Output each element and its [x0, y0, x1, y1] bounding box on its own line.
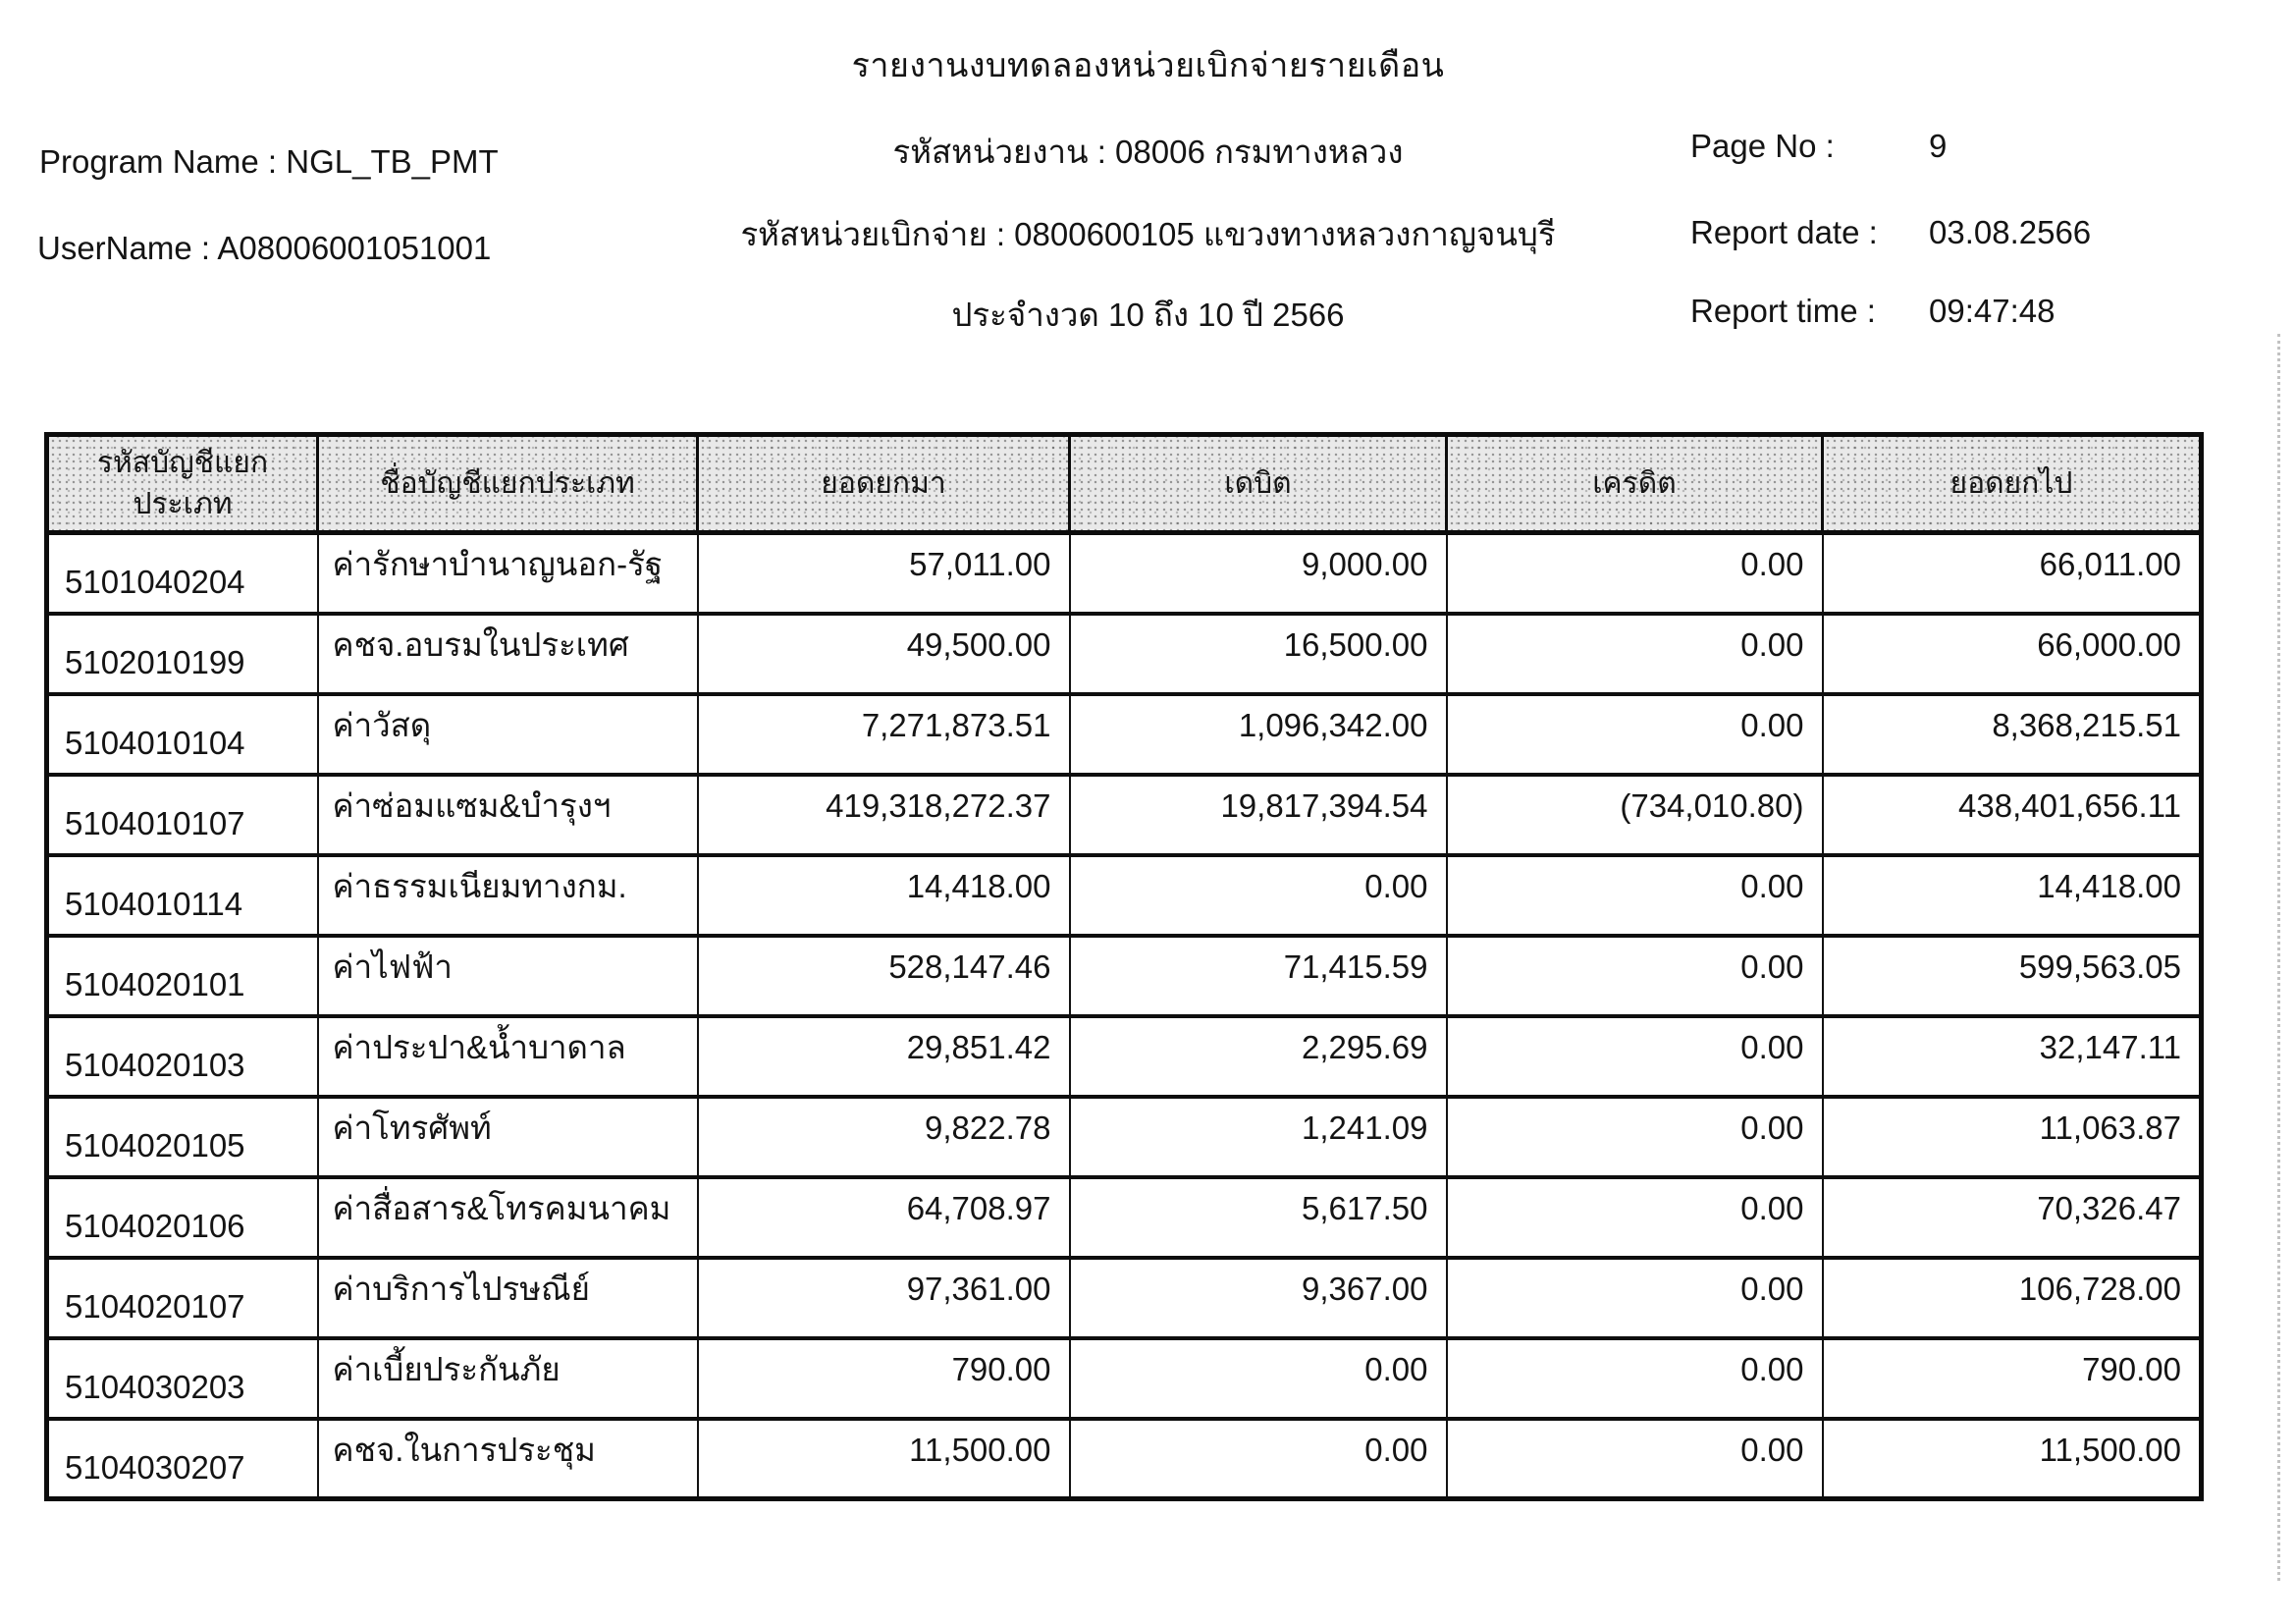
- cell-opening-balance: 57,011.00: [698, 533, 1070, 614]
- table-row: [47, 936, 2202, 1016]
- cell-credit: 0.00: [1447, 1016, 1823, 1097]
- cell-account-name: ค่าสื่อสาร&โทรคมนาคม: [318, 1177, 698, 1258]
- cell-closing-balance: 438,401,656.11: [1823, 775, 2202, 855]
- cell-account-name: คชจ.อบรมในประเทศ: [318, 614, 698, 694]
- trial-balance-table-wrap: [44, 432, 2204, 1501]
- cell-debit: 1,096,342.00: [1070, 694, 1447, 775]
- cell-account-name: ค่าประปา&น้ำบาดาล: [318, 1016, 698, 1097]
- table-row: [47, 1258, 2202, 1338]
- table-row: [47, 855, 2202, 936]
- col-header-account-code: รหัสบัญชีแยกประเภท: [47, 435, 318, 533]
- cell-credit: 0.00: [1447, 936, 1823, 1016]
- cell-closing-balance: 32,147.11: [1823, 1016, 2202, 1097]
- table-row: [47, 1016, 2202, 1097]
- trial-balance-table: [44, 432, 2204, 1501]
- cell-credit: 0.00: [1447, 694, 1823, 775]
- cell-account-name: ค่าโทรศัพท์: [318, 1097, 698, 1177]
- period-line: ประจำงวด 10 ถึง 10 ปี 2566: [951, 297, 1345, 333]
- report-date-value: 03.08.2566: [1929, 214, 2092, 250]
- table-row: [47, 694, 2202, 775]
- cell-account-code: 5104010114: [47, 855, 318, 936]
- cell-closing-balance: 11,500.00: [1823, 1419, 2202, 1499]
- cell-debit: 9,000.00: [1070, 533, 1447, 614]
- cell-account-code: 5104020106: [47, 1177, 318, 1258]
- cell-debit: 1,241.09: [1070, 1097, 1447, 1177]
- table-row: [47, 775, 2202, 855]
- cell-closing-balance: 11,063.87: [1823, 1097, 2202, 1177]
- cell-debit: 71,415.59: [1070, 936, 1447, 1016]
- cell-credit: 0.00: [1447, 1097, 1823, 1177]
- cell-credit: 0.00: [1447, 1177, 1823, 1258]
- table-header-row: [47, 435, 2202, 533]
- report-time-value: 09:47:48: [1929, 293, 2056, 329]
- cell-account-code: 5104020107: [47, 1258, 318, 1338]
- cell-debit: 5,617.50: [1070, 1177, 1447, 1258]
- cell-account-code: 5104030203: [47, 1338, 318, 1419]
- table-row: [47, 1097, 2202, 1177]
- cell-account-code: 5102010199: [47, 614, 318, 694]
- table-row: [47, 614, 2202, 694]
- cell-closing-balance: 66,000.00: [1823, 614, 2202, 694]
- cell-opening-balance: 419,318,272.37: [698, 775, 1070, 855]
- scan-edge-artifact: [2277, 334, 2280, 1581]
- col-header-debit: เดบิต: [1070, 435, 1447, 533]
- cell-credit: (734,010.80): [1447, 775, 1823, 855]
- cell-account-code: 5104030207: [47, 1419, 318, 1499]
- cell-credit: 0.00: [1447, 1338, 1823, 1419]
- cell-account-name: คชจ.ในการประชุม: [318, 1419, 698, 1499]
- cell-closing-balance: 790.00: [1823, 1338, 2202, 1419]
- cell-debit: 0.00: [1070, 1419, 1447, 1499]
- cell-account-code: 5104020101: [47, 936, 318, 1016]
- cell-opening-balance: 97,361.00: [698, 1258, 1070, 1338]
- cell-account-name: ค่าไฟฟ้า: [318, 936, 698, 1016]
- cell-opening-balance: 9,822.78: [698, 1097, 1070, 1177]
- cell-closing-balance: 8,368,215.51: [1823, 694, 2202, 775]
- table-row: [47, 1338, 2202, 1419]
- program-name-value: NGL_TB_PMT: [286, 143, 499, 180]
- cell-closing-balance: 70,326.47: [1823, 1177, 2202, 1258]
- cell-account-code: 5101040204: [47, 533, 318, 614]
- cell-opening-balance: 14,418.00: [698, 855, 1070, 936]
- username-label: UserName :: [37, 230, 211, 266]
- report-time-label: Report time :: [1690, 293, 1876, 329]
- cell-account-code: 5104020105: [47, 1097, 318, 1177]
- disbursement-unit-line: รหัสหน่วยเบิกจ่าย : 0800600105 แขวงทางหลวงกาญจนบุรี: [740, 216, 1556, 252]
- cell-account-code: 5104010107: [47, 775, 318, 855]
- cell-debit: 2,295.69: [1070, 1016, 1447, 1097]
- cell-account-name: ค่ารักษาบำนาญนอก-รัฐ: [318, 533, 698, 614]
- cell-debit: 19,817,394.54: [1070, 775, 1447, 855]
- cell-closing-balance: 106,728.00: [1823, 1258, 2202, 1338]
- cell-credit: 0.00: [1447, 1419, 1823, 1499]
- cell-credit: 0.00: [1447, 855, 1823, 936]
- table-row: [47, 1419, 2202, 1499]
- report-date-label: Report date :: [1690, 214, 1878, 250]
- cell-account-name: ค่าเบี้ยประกันภัย: [318, 1338, 698, 1419]
- cell-closing-balance: 14,418.00: [1823, 855, 2202, 936]
- report-title: รายงานงบทดลองหน่วยเบิกจ่ายรายเดือน: [851, 47, 1445, 84]
- page-no-label: Page No :: [1690, 128, 1835, 164]
- cell-opening-balance: 64,708.97: [698, 1177, 1070, 1258]
- cell-opening-balance: 528,147.46: [698, 936, 1070, 1016]
- cell-opening-balance: 7,271,873.51: [698, 694, 1070, 775]
- cell-credit: 0.00: [1447, 614, 1823, 694]
- table-body: [47, 533, 2202, 1499]
- table-row: [47, 1177, 2202, 1258]
- cell-debit: 0.00: [1070, 855, 1447, 936]
- cell-opening-balance: 29,851.42: [698, 1016, 1070, 1097]
- cell-account-name: ค่าธรรมเนียมทางกม.: [318, 855, 698, 936]
- cell-debit: 16,500.00: [1070, 614, 1447, 694]
- cell-debit: 0.00: [1070, 1338, 1447, 1419]
- col-header-closing-balance: ยอดยกไป: [1823, 435, 2202, 533]
- cell-account-name: ค่าบริการไปรษณีย์: [318, 1258, 698, 1338]
- cell-opening-balance: 49,500.00: [698, 614, 1070, 694]
- col-header-credit: เครดิต: [1447, 435, 1823, 533]
- cell-account-code: 5104010104: [47, 694, 318, 775]
- username-value: A08006001051001: [217, 230, 492, 266]
- cell-account-name: ค่าซ่อมแซม&บำรุงฯ: [318, 775, 698, 855]
- cell-account-name: ค่าวัสดุ: [318, 694, 698, 775]
- table-header: [47, 435, 2202, 533]
- program-name-label: Program Name :: [39, 143, 278, 180]
- cell-opening-balance: 11,500.00: [698, 1419, 1070, 1499]
- page-no-value: 9: [1929, 128, 1948, 164]
- cell-closing-balance: 599,563.05: [1823, 936, 2202, 1016]
- col-header-opening-balance: ยอดยกมา: [698, 435, 1070, 533]
- cell-opening-balance: 790.00: [698, 1338, 1070, 1419]
- cell-account-code: 5104020103: [47, 1016, 318, 1097]
- cell-credit: 0.00: [1447, 1258, 1823, 1338]
- col-header-account-name: ชื่อบัญชีแยกประเภท: [318, 435, 698, 533]
- agency-code-line: รหัสหน่วยงาน : 08006 กรมทางหลวง: [892, 134, 1404, 170]
- cell-credit: 0.00: [1447, 533, 1823, 614]
- cell-closing-balance: 66,011.00: [1823, 533, 2202, 614]
- table-row: [47, 533, 2202, 614]
- cell-debit: 9,367.00: [1070, 1258, 1447, 1338]
